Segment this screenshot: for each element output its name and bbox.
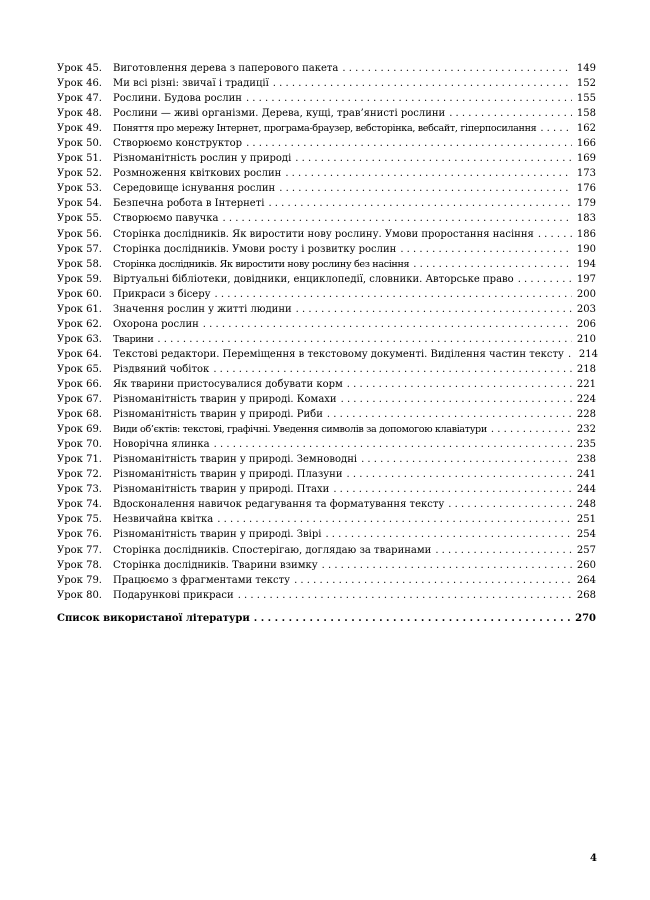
toc-entry-page: 244: [576, 484, 596, 496]
toc-leader-dots: [400, 242, 572, 257]
toc-leader-dots: [214, 437, 572, 452]
toc-entry-number: Урок 65.: [57, 363, 102, 375]
toc-entry-title: Сторінка дослідників. Як виростити нову рослину. Умови проростання насіння: [113, 228, 534, 240]
toc-entry-page: 235: [576, 439, 596, 451]
toc-entry[interactable]: [57, 347, 596, 362]
toc-entry-page: 169: [576, 153, 596, 165]
toc-entry-number: Урок 63.: [57, 333, 102, 345]
toc-entry-number: Урок 80.: [57, 589, 102, 601]
toc-entry[interactable]: [57, 287, 596, 302]
toc-entry-page: 257: [576, 544, 596, 556]
toc-entry[interactable]: [57, 437, 596, 452]
page-number: 4: [590, 853, 597, 864]
toc-leader-dots: [568, 347, 574, 362]
toc-entry-title: Значення рослин у житті людини: [113, 303, 292, 315]
toc-entry-page: 158: [576, 108, 596, 120]
toc-entry-title: Як тварини пристосувалися добувати корм: [113, 378, 343, 390]
toc-entry-number: Урок 54.: [57, 198, 102, 210]
toc-entry-number: Урок 50.: [57, 138, 102, 150]
toc-entry[interactable]: [57, 558, 596, 573]
toc-entry-title: Тварини: [113, 333, 154, 345]
toc-entry-page: 155: [576, 93, 596, 105]
toc-entry[interactable]: [57, 543, 596, 558]
toc-entry-number: Урок 62.: [57, 318, 102, 330]
toc-leader-dots: [273, 76, 572, 91]
toc-entry-page: 210: [576, 333, 596, 345]
toc-entry-title: Різноманітність тварин у природі. Звірі: [113, 529, 322, 541]
toc-entry[interactable]: [57, 588, 596, 603]
toc-entry-title: Створюємо конструктор: [113, 138, 243, 150]
toc-entry[interactable]: [57, 573, 596, 588]
toc-entry[interactable]: [57, 482, 596, 497]
toc-entry-title: Вдосконалення навичок редагування та форматування тексту: [113, 499, 445, 511]
toc-entry-title: Сторінка дослідників. Як виростити нову рослину без насіння: [113, 258, 410, 270]
toc-entry[interactable]: [57, 61, 596, 76]
toc-leader-dots: [449, 106, 572, 121]
toc-entry-title: Види об’єктів: текстові, графічні. Уведення символів за допомогою клавіатури: [113, 424, 487, 436]
toc-entry-number: Урок 73.: [57, 484, 102, 496]
toc-leader-dots: [518, 272, 572, 287]
toc-entry-title: Прикраси з бісеру: [113, 288, 211, 300]
toc-leader-dots: [361, 452, 572, 467]
toc-entry[interactable]: [57, 106, 596, 121]
toc-entry-number: Урок 66.: [57, 378, 102, 390]
toc-entry-title: Ми всі різні: звичаї і традиції: [113, 78, 269, 90]
toc-entry-page: 232: [576, 424, 596, 436]
toc-entry-number: Урок 76.: [57, 529, 102, 541]
toc-entry-number: Урок 59.: [57, 273, 102, 285]
toc-entry-title: Текстові редактори. Переміщення в текстовому документі. Виділення частин тексту: [113, 348, 564, 360]
toc-entry[interactable]: [57, 452, 596, 467]
toc-leader-dots: [333, 482, 572, 497]
toc-entry-title: Сторінка дослідників. Умови росту і розвитку рослин: [113, 243, 397, 255]
toc-entry[interactable]: [57, 377, 596, 392]
toc-entry-number: Урок 47.: [57, 93, 102, 105]
toc-entry-number: Урок 51.: [57, 153, 102, 165]
toc-entry[interactable]: [57, 242, 596, 257]
toc-entry-number: Урок 79.: [57, 574, 102, 586]
toc-leader-dots: [238, 588, 572, 603]
toc-entry-number: Урок 53.: [57, 183, 102, 195]
toc-entry-title: Сторінка дослідників. Спостерігаю, доглядаю за тваринами: [113, 544, 432, 556]
toc-leader-dots: [157, 332, 572, 347]
toc-entry[interactable]: [57, 227, 596, 242]
toc-entry-number: Урок 78.: [57, 559, 102, 571]
toc-entry[interactable]: [57, 302, 596, 317]
toc-leader-dots: [268, 196, 572, 211]
toc-entry-number: Урок 48.: [57, 108, 102, 120]
toc-entry-page: 197: [576, 273, 596, 285]
toc-leader-dots: [295, 151, 572, 166]
toc-entry-page: 206: [576, 318, 596, 330]
toc-leader-dots: [285, 166, 572, 181]
toc-leader-dots: [322, 558, 572, 573]
toc-entry-title: Рослини. Будова рослин: [113, 93, 242, 105]
toc-entry-number: Урок 72.: [57, 469, 102, 481]
toc-entry-page: 251: [576, 514, 596, 526]
toc-entry-title: Різноманітність тварин у природі. Земноводні: [113, 454, 358, 466]
toc-entry[interactable]: [57, 91, 596, 106]
toc-entry-page: 214: [578, 348, 598, 360]
toc-leader-dots: [222, 211, 572, 226]
toc-entry-number: Урок 68.: [57, 409, 102, 421]
toc-entry-page: 224: [576, 394, 596, 406]
toc-entry[interactable]: [57, 166, 596, 181]
toc-entry-title: Сторінка дослідників. Тварини взимку: [113, 559, 318, 571]
toc-entry-page: 241: [576, 469, 596, 481]
toc-leader-dots: [327, 407, 572, 422]
toc-entry[interactable]: [57, 527, 596, 542]
toc-entry-number: Урок 46.: [57, 78, 102, 90]
toc-entry-page: 254: [576, 529, 596, 541]
toc-entry-page: 162: [576, 123, 596, 135]
toc-entry-page: 183: [576, 213, 596, 225]
toc-entry-title: Поняття про мережу Інтернет, програма-браузер, вебсторінка, вебсайт, гіперпосилання: [113, 123, 537, 135]
toc-entry[interactable]: [57, 362, 596, 377]
toc-leader-dots: [540, 121, 572, 136]
toc-entry-title: Віртуальні бібліотеки, довідники, енциклопедії, словники. Авторське право: [113, 273, 514, 285]
toc-entry-title: Різноманітність тварин у природі. Комахи: [113, 394, 337, 406]
toc-entry-page: 238: [576, 454, 596, 466]
toc-bibliography-row[interactable]: [57, 611, 596, 626]
toc-entry[interactable]: [57, 422, 596, 437]
toc-leader-dots: [347, 467, 573, 482]
toc-entry[interactable]: [57, 392, 596, 407]
toc-leader-dots: [217, 512, 572, 527]
toc-entry-number: Урок 56.: [57, 228, 102, 240]
toc-leader-dots: [435, 543, 572, 558]
toc-entry-number: Урок 70.: [57, 439, 102, 451]
toc-leader-dots: [213, 362, 572, 377]
toc-entry-title: Безпечна робота в Інтернеті: [113, 198, 265, 210]
toc-entry-page: 186: [576, 228, 596, 240]
toc-entry-number: Урок 71.: [57, 454, 102, 466]
toc-entry-page: 268: [576, 589, 596, 601]
toc-leader-dots: [347, 377, 572, 392]
toc-entry-number: Урок 60.: [57, 288, 102, 300]
toc-entry[interactable]: [57, 196, 596, 211]
toc-leader-dots: [246, 136, 572, 151]
toc-entry-title: Виготовлення дерева з паперового пакета: [113, 63, 339, 74]
toc-entry-title: Рослини — живі організми. Дерева, кущі, трав’янисті рослини: [113, 108, 446, 120]
toc-entry-page: 200: [576, 288, 596, 300]
toc-entry-page: 176: [576, 183, 596, 195]
toc-entry-number: Урок 74.: [57, 499, 102, 511]
toc-entry-page: 179: [576, 198, 596, 210]
toc-leader-dots: [342, 61, 572, 76]
toc-entry[interactable]: [57, 181, 596, 196]
toc-entry[interactable]: [57, 136, 596, 151]
toc-entry-title: Різноманітність тварин у природі. Риби: [113, 409, 323, 421]
toc-entry-page: 248: [576, 499, 596, 511]
toc-leader-dots: [325, 527, 572, 542]
toc-entry-number: Урок 45.: [57, 63, 102, 74]
toc-entry-title: Новорічна ялинка: [113, 439, 210, 451]
toc-entry-number: Урок 57.: [57, 243, 102, 255]
toc-entry-page: 173: [576, 168, 596, 180]
toc-entry-page: 218: [576, 363, 596, 375]
toc-bibliography-title: Список використаної літератури: [57, 612, 250, 624]
toc-entry-page: 221: [576, 378, 596, 390]
toc-entry-page: 260: [576, 559, 596, 571]
toc-entry-page: 203: [576, 303, 596, 315]
toc-leader-dots: [296, 302, 572, 317]
toc-leader-dots: [203, 317, 572, 332]
toc-entry-page: 264: [576, 574, 596, 586]
toc-leader-dots: [215, 287, 573, 302]
toc-entry-number: Урок 75.: [57, 514, 102, 526]
toc-leader-dots: [491, 422, 572, 437]
toc-leader-dots: [246, 91, 572, 106]
toc-entry-title: Подарункові прикраси: [113, 589, 234, 601]
toc-entry-title: Різноманітність тварин у природі. Плазуни: [113, 469, 343, 481]
toc-entry-page: 194: [576, 258, 596, 270]
toc-entry-title: Розмноження квіткових рослин: [113, 168, 282, 180]
toc-entry[interactable]: [57, 497, 596, 512]
toc-entry-page: 228: [576, 409, 596, 421]
toc-entry-page: 152: [576, 78, 596, 90]
toc-entry-page: 166: [576, 138, 596, 150]
toc-entry-title: Охорона рослин: [113, 318, 199, 330]
toc-leader-dots: [448, 497, 572, 512]
toc-leader-dots: [254, 611, 571, 626]
toc-entry[interactable]: [57, 467, 596, 482]
toc-entry[interactable]: [57, 407, 596, 422]
toc-entry[interactable]: [57, 121, 596, 136]
toc-entry-number: Урок 55.: [57, 213, 102, 225]
toc-entry-title: Різдвяний чобіток: [113, 363, 210, 375]
toc-entry-number: Урок 64.: [57, 348, 102, 360]
toc-entry[interactable]: [57, 257, 596, 272]
toc-entry-number: Урок 69.: [57, 424, 102, 436]
toc-entry-title: Різноманітність рослин у природі: [113, 153, 292, 165]
toc-entry-number: Урок 58.: [57, 258, 102, 270]
toc-entry-title: Середовище існування рослин: [113, 183, 276, 195]
toc-leader-dots: [279, 181, 572, 196]
toc-entry-title: Різноманітність тварин у природі. Птахи: [113, 484, 330, 496]
toc-entry-page: 149: [576, 63, 596, 74]
toc-entry-number: Урок 77.: [57, 544, 102, 556]
toc-entry[interactable]: [57, 332, 596, 347]
toc-entry-number: Урок 67.: [57, 394, 102, 406]
toc-entry-title: Незвичайна квітка: [113, 514, 214, 526]
toc-entry[interactable]: [57, 317, 596, 332]
toc-leader-dots: [538, 227, 572, 242]
toc-entry-number: Урок 52.: [57, 168, 102, 180]
toc-leader-dots: [294, 573, 572, 588]
toc-bibliography-page: 270: [575, 612, 596, 624]
toc-entries: [57, 61, 596, 603]
toc-entry[interactable]: [57, 272, 596, 287]
toc-entry-page: 190: [576, 243, 596, 255]
table-of-contents: [57, 61, 596, 626]
toc-entry-number: Урок 61.: [57, 303, 102, 315]
toc-entry[interactable]: [57, 76, 596, 91]
toc-entry-title: Створюємо павучка: [113, 213, 219, 225]
toc-entry[interactable]: [57, 151, 596, 166]
toc-leader-dots: [413, 257, 572, 272]
toc-leader-dots: [341, 392, 572, 407]
toc-entry-title: Працюємо з фрагментами тексту: [113, 574, 291, 586]
toc-entry[interactable]: [57, 512, 596, 527]
toc-entry[interactable]: [57, 211, 596, 226]
toc-entry-number: Урок 49.: [57, 123, 102, 135]
